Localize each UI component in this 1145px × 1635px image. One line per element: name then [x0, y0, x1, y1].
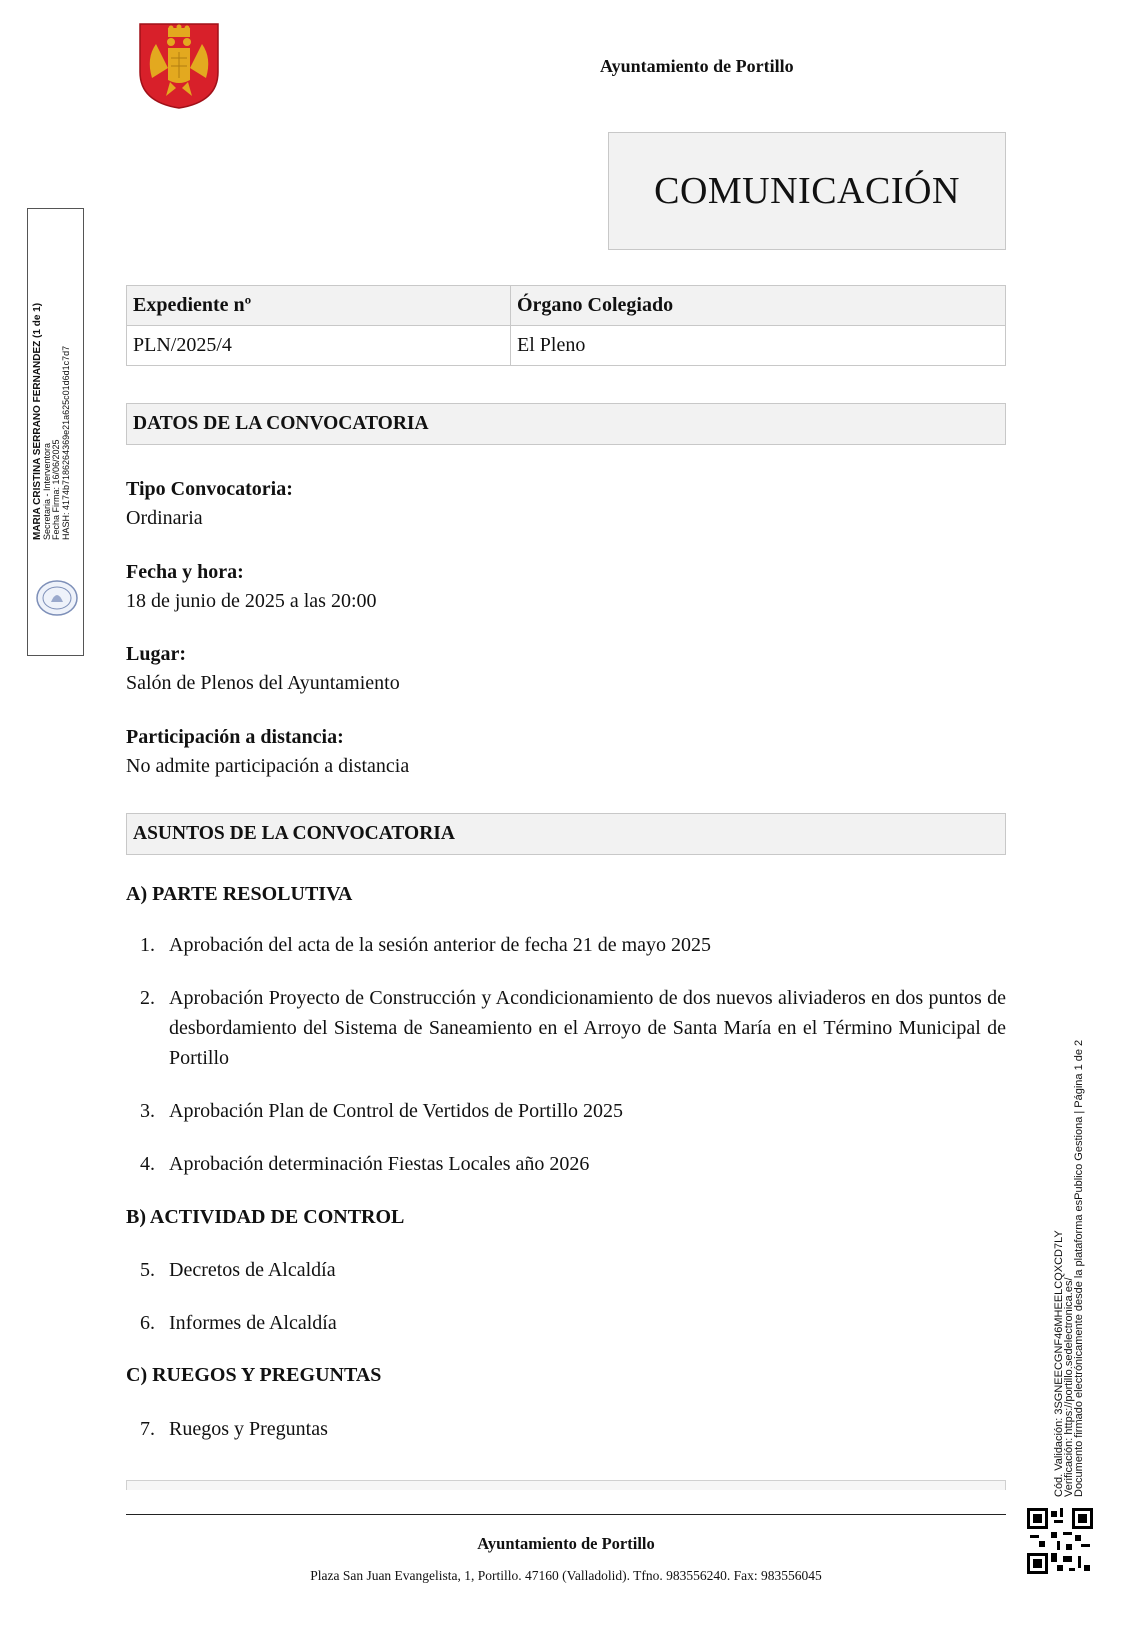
document-type-box	[608, 132, 1006, 250]
expediente-header: Expediente nº	[127, 286, 511, 326]
signature-name: MARIA CRISTINA SERRANO FERNANDEZ (1 de 1)	[32, 302, 43, 540]
footer-organization: Ayuntamiento de Portillo	[477, 1534, 655, 1553]
field-label-lugar: Lugar:	[126, 643, 186, 665]
coat-of-arms-icon	[138, 22, 220, 110]
expediente-table	[126, 285, 1006, 366]
validation-code: Cód. Validación: 3SGNEECGNF46MHEELCQXCD7LY	[1053, 1230, 1065, 1497]
expediente-value: PLN/2025/4	[127, 326, 511, 366]
signature-hash: HASH: 4174b7186264369e21a625c01d6d1c7d7	[61, 345, 71, 540]
signature-date: Fecha Firma: 16/06/2025	[51, 439, 61, 540]
field-value-lugar: Salón de Plenos del Ayuntamiento	[126, 672, 400, 694]
list-item	[140, 930, 1006, 960]
validation-url: Verificación: https://portillo.sedelectronica.es/	[1063, 1277, 1075, 1497]
item-text: Aprobación Plan de Control de Vertidos de Portillo 2025	[169, 1100, 624, 1122]
field-label-participacion: Participación a distancia:	[126, 726, 344, 748]
field-value-tipo: Ordinaria	[126, 507, 203, 529]
organo-header: Órgano Colegiado	[511, 286, 1006, 326]
item-text: Decretos de Alcaldía	[169, 1259, 336, 1281]
field-label-fecha: Fecha y hora:	[126, 561, 244, 583]
qr-code-icon	[1027, 1508, 1093, 1574]
table-row	[127, 326, 1006, 366]
document-type-title: COMUNICACIÓN	[654, 170, 960, 212]
list-item	[140, 1308, 1006, 1338]
item-number: 5.	[140, 1259, 155, 1281]
item-number: 1.	[140, 934, 155, 956]
field-label-tipo: Tipo Convocatoria:	[126, 478, 293, 500]
item-text: Aprobación del acta de la sesión anterior de fecha 21 de mayo 2025	[169, 934, 712, 956]
section-bar-continuation	[126, 1480, 1006, 1490]
seal-icon	[35, 578, 79, 618]
list-item	[140, 1414, 1006, 1444]
item-number: 4.	[140, 1153, 155, 1175]
item-text: Informes de Alcaldía	[169, 1312, 337, 1334]
item-text: Aprobación determinación Fiestas Locales año 2026	[169, 1153, 590, 1175]
field-value-fecha: 18 de junio de 2025 a las 20:00	[126, 590, 377, 612]
list-item	[140, 1096, 1006, 1126]
item-number: 6.	[140, 1312, 155, 1334]
item-text: Aprobación Proyecto de Construcción y Acondicionamiento de dos nuevos aliviaderos en dos puntos de desbordamiento del Sistema de Saneamiento en el Arroyo de Santa María en el Término Municipal de Portillo	[169, 987, 1006, 1069]
asuntos-section-title: ASUNTOS DE LA CONVOCATORIA	[126, 813, 1006, 855]
organo-value: El Pleno	[511, 326, 1006, 366]
header-organization: Ayuntamiento de Portillo	[600, 56, 794, 76]
part-title-control: B) ACTIVIDAD DE CONTROL	[126, 1206, 405, 1228]
list-item	[140, 1149, 1006, 1179]
table-header-row	[127, 286, 1006, 326]
item-number: 2.	[140, 987, 155, 1009]
item-number: 7.	[140, 1418, 155, 1440]
list-item	[140, 1255, 1006, 1285]
item-number: 3.	[140, 1100, 155, 1122]
item-text: Ruegos y Preguntas	[169, 1418, 328, 1440]
validation-document-note: Documento firmado electrónicamente desde la plataforma esPublico Gestiona | Página 1 de 2	[1073, 1039, 1085, 1497]
list-item	[140, 983, 1006, 1073]
part-title-resolutiva: A) PARTE RESOLUTIVA	[126, 883, 353, 905]
datos-section-title: DATOS DE LA CONVOCATORIA	[126, 403, 1006, 445]
part-title-ruegos: C) RUEGOS Y PREGUNTAS	[126, 1364, 382, 1386]
field-value-participacion: No admite participación a distancia	[126, 755, 410, 777]
footer-divider	[126, 1514, 1006, 1515]
footer-address: Plaza San Juan Evangelista, 1, Portillo. 47160 (Valladolid). Tfno. 983556240. Fax: 983556045	[310, 1568, 822, 1583]
signature-role: Secretaria - Interventora	[42, 442, 52, 540]
